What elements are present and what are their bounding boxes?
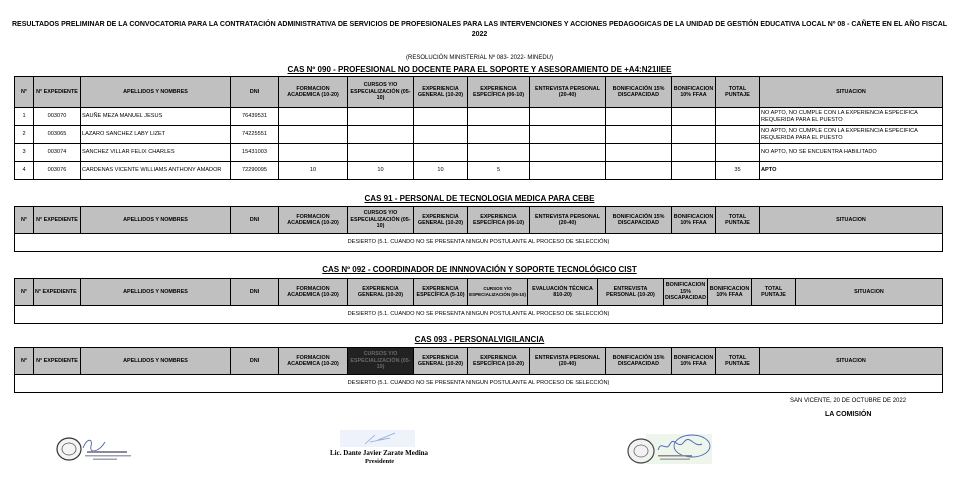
title-line-1: RESULTADOS PRELIMINAR DE LA CONVOCATORIA PARA LA CONTRATACIÓN ADMINISTRATIVA DE SERVICIOS DE PROFESIONALES PARA LAS INTERVENCIONES Y ACCIONES PEDAGOGICAS DE LA UNIDAD DE GESTIÓN EDUCATIVA LOCAL Nº 08 - CAÑETE EN EL AÑO FISCAL — [12, 21, 948, 28]
signature-stamp-left — [55, 434, 145, 464]
results-table-cas-093 — [14, 347, 943, 393]
cell-formacion — [279, 144, 348, 162]
cell-cursos — [348, 126, 414, 144]
col-header: EXPERIENCIA GENERAL (10-20) — [414, 207, 468, 234]
cell-cursos — [348, 144, 414, 162]
section-title-cas-092: CAS Nº 092 - COORDINADOR DE INNNOVACIÓN Y SOPORTE TECNOLÓGICO CIST — [322, 265, 637, 274]
col-header: FORMACION ACADEMICA (10-20) — [279, 207, 348, 234]
signing-date: SAN VICENTE, 20 DE OCTUBRE DE 2022 — [790, 398, 907, 404]
section-title-cas-091: CAS 91 - PERSONAL DE TECNOLOGIA MEDICA PARA CEBE — [364, 194, 595, 203]
cell-bon-discapacidad — [606, 144, 672, 162]
col-header: FORMACION ACADEMICA (10-20) — [279, 77, 348, 108]
col-header: EXPERIENCIA GENERAL (10-20) — [414, 348, 468, 375]
col-header: CURSOS Y/O ESPECIALIZACIÓN (05-10) — [348, 207, 414, 234]
col-header: TOTAL PUNTAJE — [716, 207, 760, 234]
col-header: EXPERIENCIA GENERAL (10-20) — [348, 279, 414, 306]
cell-total — [716, 126, 760, 144]
section-title-cas-093: CAS 093 - PERSONALVIGILANCIA — [414, 335, 545, 344]
col-header: APELLIDOS Y NOMBRES — [81, 279, 231, 306]
president-name: Lic. Dante Javier Zarate Medina — [330, 449, 429, 457]
cell-exp-general — [414, 108, 468, 126]
col-header: BONIFICACIÓN 15% DISCAPACIDAD — [606, 207, 672, 234]
col-header: TOTAL PUNTAJE — [752, 279, 796, 306]
desierto-note: DESIERTO (5.1. CUANDO NO SE PRESENTA NINGUN POSTULANTE AL PROCESO DE SELECCIÓN) — [15, 306, 943, 324]
cell-dni: 74225551 — [231, 126, 279, 144]
cell-name: CARDENAS VICENTE WILLIAMS ANTHONY AMADOR — [81, 162, 231, 180]
cell-exp-especifica: 5 — [468, 162, 530, 180]
table-row — [15, 375, 943, 393]
cell-bon-ffaa — [672, 144, 716, 162]
col-header: N° EXPEDIENTE — [34, 77, 81, 108]
col-header: DNI — [231, 348, 279, 375]
title-line-2: 2022 — [471, 31, 488, 38]
cell-dni: 76439531 — [231, 108, 279, 126]
col-header: BONIFICACIÓN 15% DISCAPACIDAD — [606, 348, 672, 375]
cell-exp-especifica — [468, 126, 530, 144]
cell-situacion: NO APTO, NO CUMPLE CON LA EXPERIENCIA ESPECIFICA REQUERIDA PARA EL PUESTO — [760, 126, 943, 144]
col-header: N° — [15, 279, 34, 306]
col-header: ENTREVISTA PERSONAL (20-40) — [530, 77, 606, 108]
col-header: TOTAL PUNTAJE — [716, 77, 760, 108]
cell-name: SANCHEZ VILLAR FELIX CHARLES — [81, 144, 231, 162]
cell-formacion — [279, 126, 348, 144]
cell-n: 3 — [15, 144, 34, 162]
cell-situacion: NO APTO, NO SE ENCUENTRA HABILITADO — [760, 144, 943, 162]
col-header: DNI — [231, 279, 279, 306]
signature-scribble-icon — [340, 430, 415, 447]
cell-expediente: 003074 — [34, 144, 81, 162]
cell-situacion: NO APTO, NO CUMPLE CON LA EXPERIENCIA ESPECIFICA REQUERIDA PARA EL PUESTO — [760, 108, 943, 126]
cell-dni: 15431003 — [231, 144, 279, 162]
col-header: FORMACION ACADEMICA (10-20) — [279, 279, 348, 306]
cell-total — [716, 108, 760, 126]
seal-icon — [626, 432, 716, 468]
cell-bon-ffaa — [672, 126, 716, 144]
cell-exp-general: 10 — [414, 162, 468, 180]
cell-name: SAUÑE MEZA MANUEL JESUS — [81, 108, 231, 126]
col-header: BONIFICACION 10% FFAA — [672, 77, 716, 108]
signature-stamp-right — [626, 432, 716, 468]
col-header: N° EXPEDIENTE — [34, 348, 81, 375]
results-table-cas-092 — [14, 278, 943, 324]
resolution-reference: (RESOLUCIÓN MINISTERIAL Nº 083- 2022- MINEDU) — [406, 55, 553, 61]
cell-n: 1 — [15, 108, 34, 126]
cell-expediente: 003076 — [34, 162, 81, 180]
cell-bon-ffaa — [672, 108, 716, 126]
col-header: N° — [15, 207, 34, 234]
col-header: TOTAL PUNTAJE — [716, 348, 760, 375]
col-header: BONIFICACION 10% FFAA — [672, 207, 716, 234]
table-row — [15, 162, 943, 180]
cell-entrevista — [530, 162, 606, 180]
col-header: CURSOS Y/O ESPECIALIZACIÓN (05-10) — [348, 348, 414, 375]
results-table-cas-090 — [14, 76, 943, 180]
col-header: SITUACION — [760, 207, 943, 234]
table-row — [15, 108, 943, 126]
col-header: ENTREVISTA PERSONAL (20-40) — [530, 207, 606, 234]
cell-entrevista — [530, 126, 606, 144]
cell-cursos: 10 — [348, 162, 414, 180]
cell-name: LAZARO SANCHEZ LABY LIZET — [81, 126, 231, 144]
table-header-row — [15, 207, 943, 234]
cell-formacion: 10 — [279, 162, 348, 180]
table-row — [15, 126, 943, 144]
col-header: ENTREVISTA PERSONAL (10-20) — [598, 279, 664, 306]
col-header: BONIFICACIÓN 15% DISCAPACIDAD — [606, 77, 672, 108]
cell-n: 4 — [15, 162, 34, 180]
table-row — [15, 144, 943, 162]
cell-bon-ffaa — [672, 162, 716, 180]
table-header-row — [15, 77, 943, 108]
cell-exp-especifica — [468, 144, 530, 162]
seal-icon — [55, 434, 145, 464]
col-header: N° EXPEDIENTE — [34, 279, 81, 306]
table-header-row — [15, 279, 943, 306]
col-header: EXPERIENCIA ESPECÍFICA (06-10) — [468, 207, 530, 234]
col-header: CURSOS Y/O ESPECIALIZACIÓN (05-10) — [468, 279, 528, 306]
col-header: ENTREVISTA PERSONAL (20-40) — [530, 348, 606, 375]
cell-dni: 72290095 — [231, 162, 279, 180]
cell-bon-discapacidad — [606, 126, 672, 144]
col-header: BONIFICACION 10% FFAA — [672, 348, 716, 375]
col-header: N° EXPEDIENTE — [34, 207, 81, 234]
col-header: N° — [15, 348, 34, 375]
col-header: EXPERIENCIA ESPECÍFICA (06-10) — [468, 77, 530, 108]
col-header: EVALUACIÓN TÉCNICA 810-20) — [528, 279, 598, 306]
cell-entrevista — [530, 108, 606, 126]
signature-president — [340, 430, 415, 447]
results-table-cas-091 — [14, 206, 943, 252]
col-header: N° — [15, 77, 34, 108]
table-row — [15, 306, 943, 324]
col-header: APELLIDOS Y NOMBRES — [81, 77, 231, 108]
cell-bon-discapacidad — [606, 108, 672, 126]
col-header: BONIFICACION 15% DISCAPACIDAD — [664, 279, 708, 306]
col-header: EXPERIENCIA ESPECÍFICA (10-20) — [468, 348, 530, 375]
desierto-note: DESIERTO (5.1. CUANDO NO SE PRESENTA NINGUN POSTULANTE AL PROCESO DE SELECCIÓN) — [15, 375, 943, 393]
col-header: SITUACION — [796, 279, 943, 306]
cell-expediente: 003065 — [34, 126, 81, 144]
cell-formacion — [279, 108, 348, 126]
cell-bon-discapacidad — [606, 162, 672, 180]
col-header: APELLIDOS Y NOMBRES — [81, 348, 231, 375]
president-role: Presidente — [365, 458, 395, 465]
col-header: DNI — [231, 207, 279, 234]
col-header: EXPERIENCIA ESPECÍFICA (5-10) — [414, 279, 468, 306]
table-header-row — [15, 348, 943, 375]
col-header: APELLIDOS Y NOMBRES — [81, 207, 231, 234]
col-header: FORMACION ACADEMICA (10-20) — [279, 348, 348, 375]
cell-cursos — [348, 108, 414, 126]
desierto-note: DESIERTO (5.1. CUANDO NO SE PRESENTA NINGUN POSTULANTE AL PROCESO DE SELECCIÓN) — [15, 234, 943, 252]
document-title — [0, 20, 959, 40]
col-header: EXPERIENCIA GENERAL (10-20) — [414, 77, 468, 108]
commission-label: LA COMISIÓN — [825, 411, 872, 418]
cell-expediente: 003070 — [34, 108, 81, 126]
col-header: CURSOS Y/O ESPECIALIZACIÓN (05-10) — [348, 77, 414, 108]
col-header: BONIFICACION 10% FFAA — [708, 279, 752, 306]
cell-exp-general — [414, 126, 468, 144]
col-header: SITUACION — [760, 77, 943, 108]
col-header: DNI — [231, 77, 279, 108]
section-title-cas-090: CAS Nº 090 - PROFESIONAL NO DOCENTE PARA EL SOPORTE Y ASESORAMIENTO DE +A4:N21IIEE — [287, 65, 672, 74]
col-header: SITUACION — [760, 348, 943, 375]
cell-exp-general — [414, 144, 468, 162]
cell-entrevista — [530, 144, 606, 162]
cell-total — [716, 144, 760, 162]
cell-exp-especifica — [468, 108, 530, 126]
cell-total: 35 — [716, 162, 760, 180]
cell-situacion: APTO — [760, 162, 943, 180]
cell-n: 2 — [15, 126, 34, 144]
table-row — [15, 234, 943, 252]
